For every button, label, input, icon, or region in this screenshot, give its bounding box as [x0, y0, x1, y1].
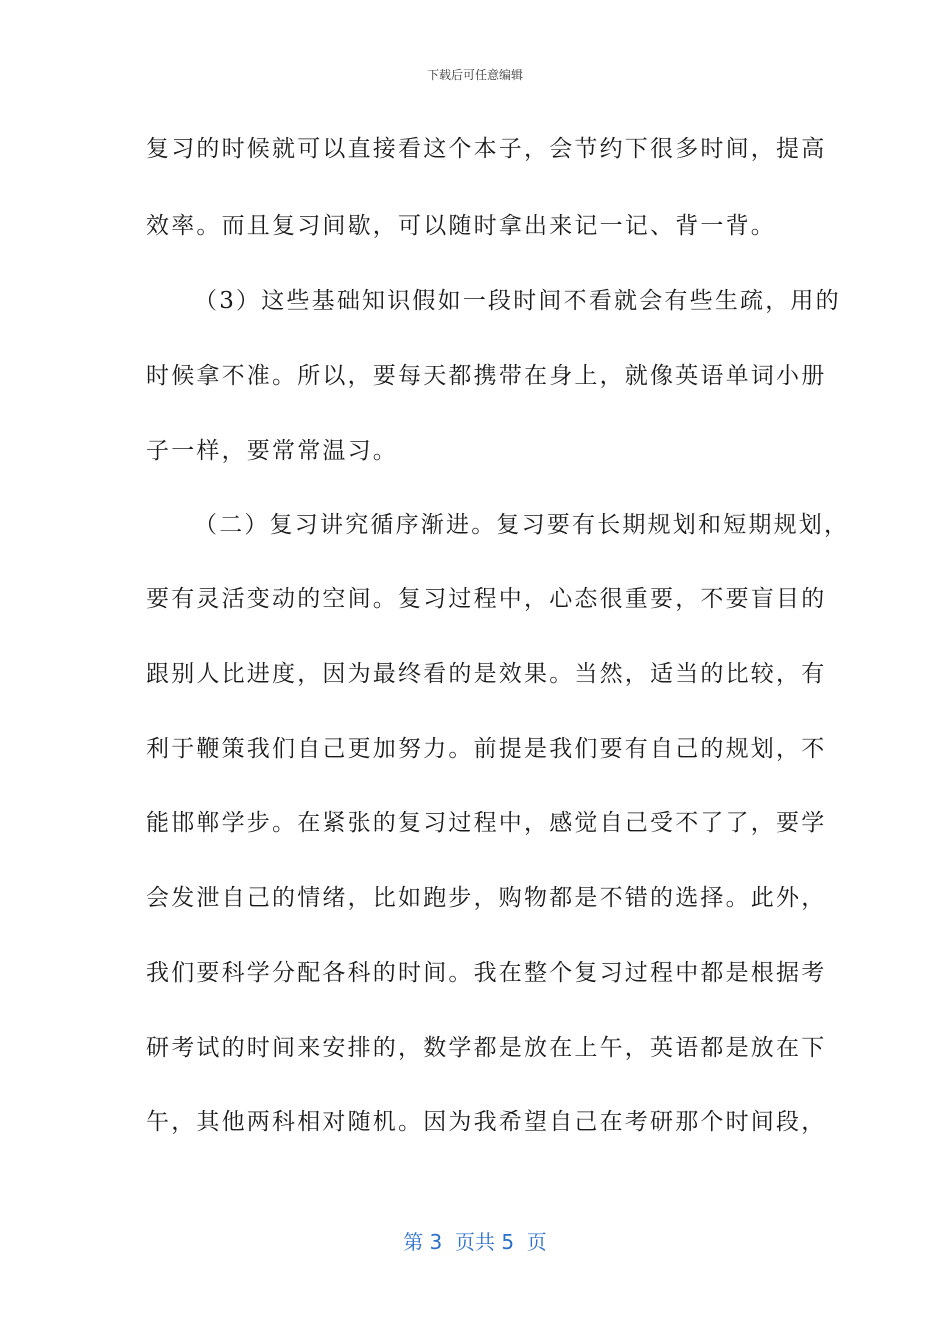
body-line-13: 研考试的时间来安排的，数学都是放在上午，英语都是放在下: [146, 1035, 827, 1061]
body-line-6: （二）复习讲究循序渐进。复习要有长期规划和短期规划，: [194, 512, 850, 538]
body-line-1: 复习的时候就可以直接看这个本子，会节约下很多时间，提高: [146, 136, 827, 162]
body-line-8: 跟别人比进度，因为最终看的是效果。当然，适当的比较，有: [146, 661, 827, 687]
body-line-2: 效率。而且复习间歇，可以随时拿出来记一记、背一背。: [146, 213, 776, 239]
body-line-7: 要有灵活变动的空间。复习过程中，心态很重要，不要盲目的: [146, 586, 827, 612]
body-line-5: 子一样，要常常温习。: [146, 438, 398, 464]
page-number-footer: 第 3 页共 5 页: [403, 1230, 547, 1254]
body-line-9: 利于鞭策我们自己更加努力。前提是我们要有自己的规划，不: [146, 736, 827, 762]
body-line-14: 午，其他两科相对随机。因为我希望自己在考研那个时间段，: [146, 1109, 827, 1135]
body-line-11: 会发泄自己的情绪，比如跑步，购物都是不错的选择。此外，: [146, 885, 827, 911]
body-line-12: 我们要科学分配各科的时间。我在整个复习过程中都是根据考: [146, 960, 827, 986]
body-line-3: （3）这些基础知识假如一段时间不看就会有些生疏，用的: [194, 288, 841, 314]
body-line-10: 能邯郸学步。在紧张的复习过程中，感觉自己受不了了，要学: [146, 810, 827, 836]
body-line-4: 时候拿不准。所以，要每天都携带在身上，就像英语单词小册: [146, 363, 827, 389]
page-header: 下载后可任意编辑: [426, 68, 523, 82]
